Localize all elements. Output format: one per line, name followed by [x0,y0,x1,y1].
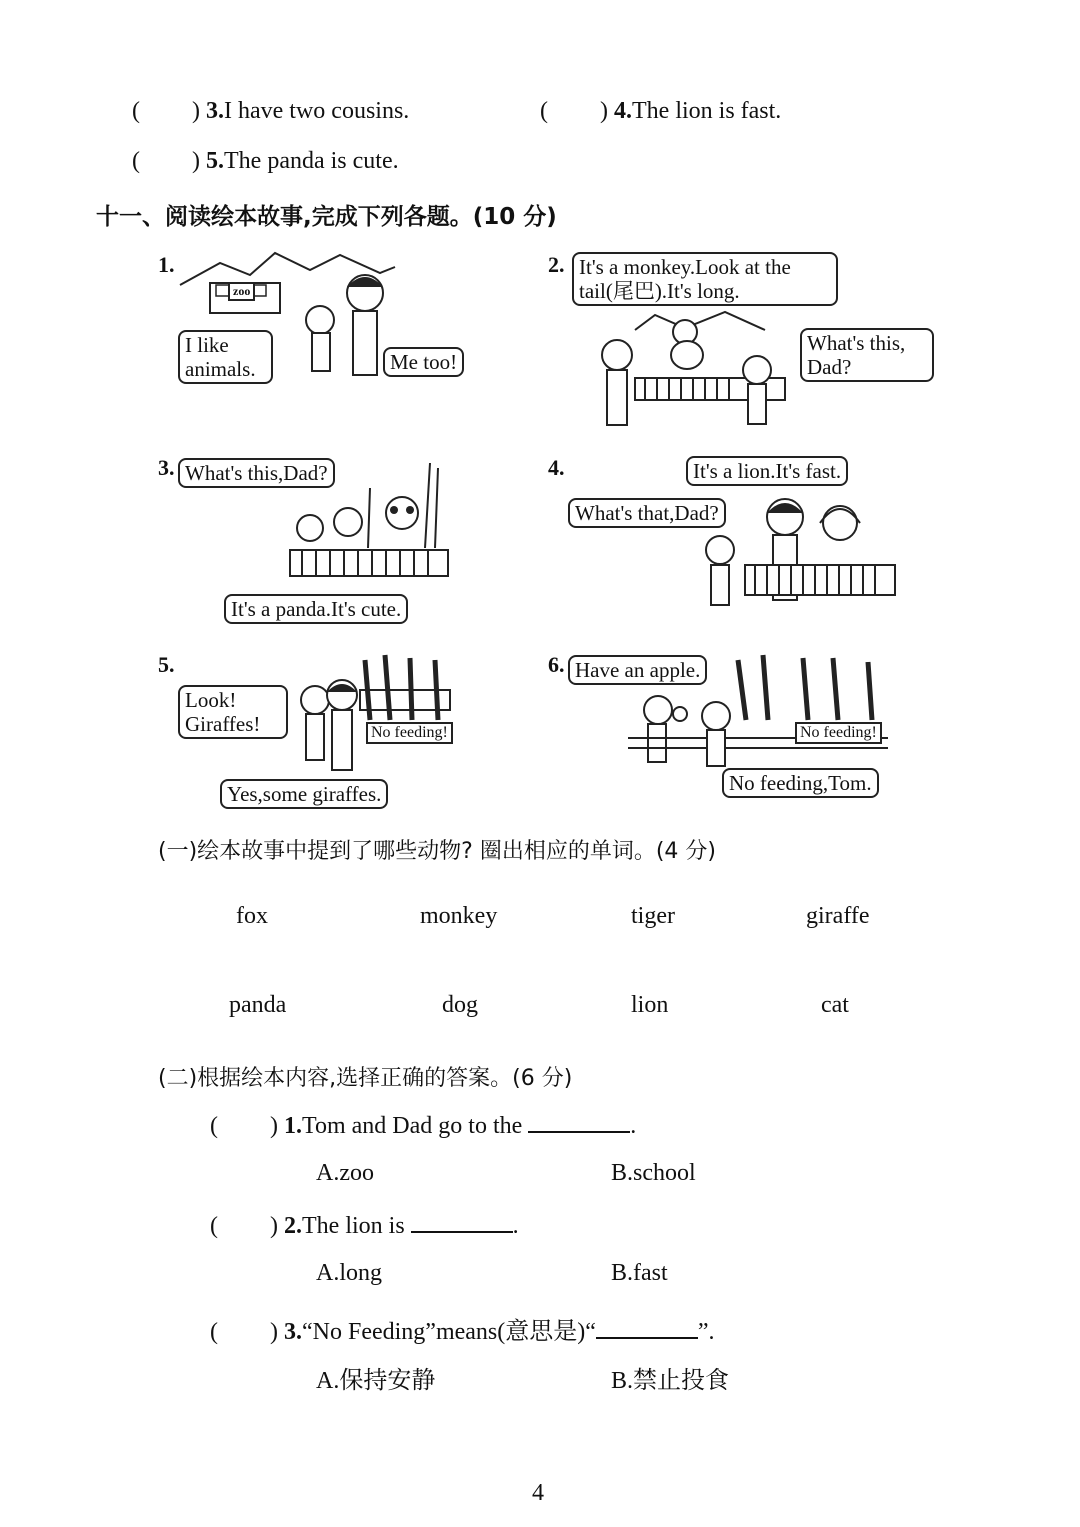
panel-number: 6. [548,652,565,677]
speech-bubble: It's a monkey.Look at the tail(尾巴).It's long. [572,252,838,306]
word-choice[interactable]: monkey [420,903,498,929]
option-a[interactable]: A.zoo [316,1160,374,1186]
item-3: ( ) 3.I have two cousins. [132,98,410,124]
speech-bubble: Me too! [383,347,464,377]
word-choice[interactable]: lion [631,992,669,1018]
section-heading: 十一、阅读绘本故事,完成下列各题。(10 分) [96,204,557,230]
answer-blank[interactable] [528,1111,630,1133]
speech-bubble: What's this,Dad? [178,458,335,488]
word-choice[interactable]: fox [236,903,268,929]
no-feeding-sign: No feeding! [366,722,453,744]
word-choice[interactable]: dog [442,992,478,1018]
word-choice[interactable]: panda [229,992,287,1018]
zoo-sign: zoo [228,282,255,301]
item-text: I have two cousins. [224,98,410,124]
question-3: ( ) 3.“No Feeding”means(意思是)“ ”. [210,1319,715,1345]
answer-paren-open[interactable]: ( [210,1113,218,1139]
answer-paren-open[interactable]: ( [132,98,140,124]
panel-4-illustration [695,495,895,615]
panel-2-illustration [595,310,795,430]
panel-number: 3. [158,455,175,480]
speech-bubble: I like animals. [178,330,273,384]
panel-number: 4. [548,455,565,480]
answer-blank[interactable] [411,1211,513,1233]
question-1: ( ) 1.Tom and Dad go to the . [210,1113,637,1139]
page-number: 4 [532,1480,544,1506]
word-choice[interactable]: cat [821,992,849,1018]
option-b[interactable]: B.fast [611,1260,668,1286]
panel-5-illustration [290,650,465,775]
speech-bubble: It's a panda.It's cute. [224,594,408,624]
speech-bubble: It's a lion.It's fast. [686,456,848,486]
answer-paren-open[interactable]: ( [210,1213,218,1239]
part1-title: (一)绘本故事中提到了哪些动物? 圈出相应的单词。(4 分) [158,839,716,864]
option-a[interactable]: A.long [316,1260,382,1286]
speech-bubble: Have an apple. [568,655,707,685]
answer-paren-open[interactable]: ( [540,98,548,124]
no-feeding-sign: No feeding! [795,722,882,744]
option-b[interactable]: B.禁止投食 [611,1368,730,1394]
option-a[interactable]: A.保持安静 [316,1368,436,1394]
option-b[interactable]: B.school [611,1160,696,1186]
word-choice[interactable]: giraffe [806,903,870,929]
part2-title: (二)根据绘本内容,选择正确的答案。(6 分) [158,1066,573,1091]
panel-number: 2. [548,252,565,277]
panel-6-illustration [628,650,893,768]
speech-bubble: What's that,Dad? [568,498,726,528]
answer-blank[interactable] [596,1317,698,1339]
speech-bubble: What's this, Dad? [800,328,934,382]
item-text: The panda is cute. [224,148,399,174]
question-2: ( ) 2.The lion is . [210,1213,519,1239]
speech-bubble: Look! Giraffes! [178,685,288,739]
panel-number: 1. [158,252,175,277]
item-text: The lion is fast. [632,98,782,124]
speech-bubble: No feeding,Tom. [722,768,879,798]
panel-3-illustration [290,458,450,588]
item-4: ( ) 4.The lion is fast. [540,98,782,124]
answer-paren-open[interactable]: ( [132,148,140,174]
item-5: ( ) 5.The panda is cute. [132,148,399,174]
panel-number: 5. [158,652,175,677]
word-choice[interactable]: tiger [631,903,675,929]
answer-paren-open[interactable]: ( [210,1319,218,1345]
speech-bubble: Yes,some giraffes. [220,779,388,809]
